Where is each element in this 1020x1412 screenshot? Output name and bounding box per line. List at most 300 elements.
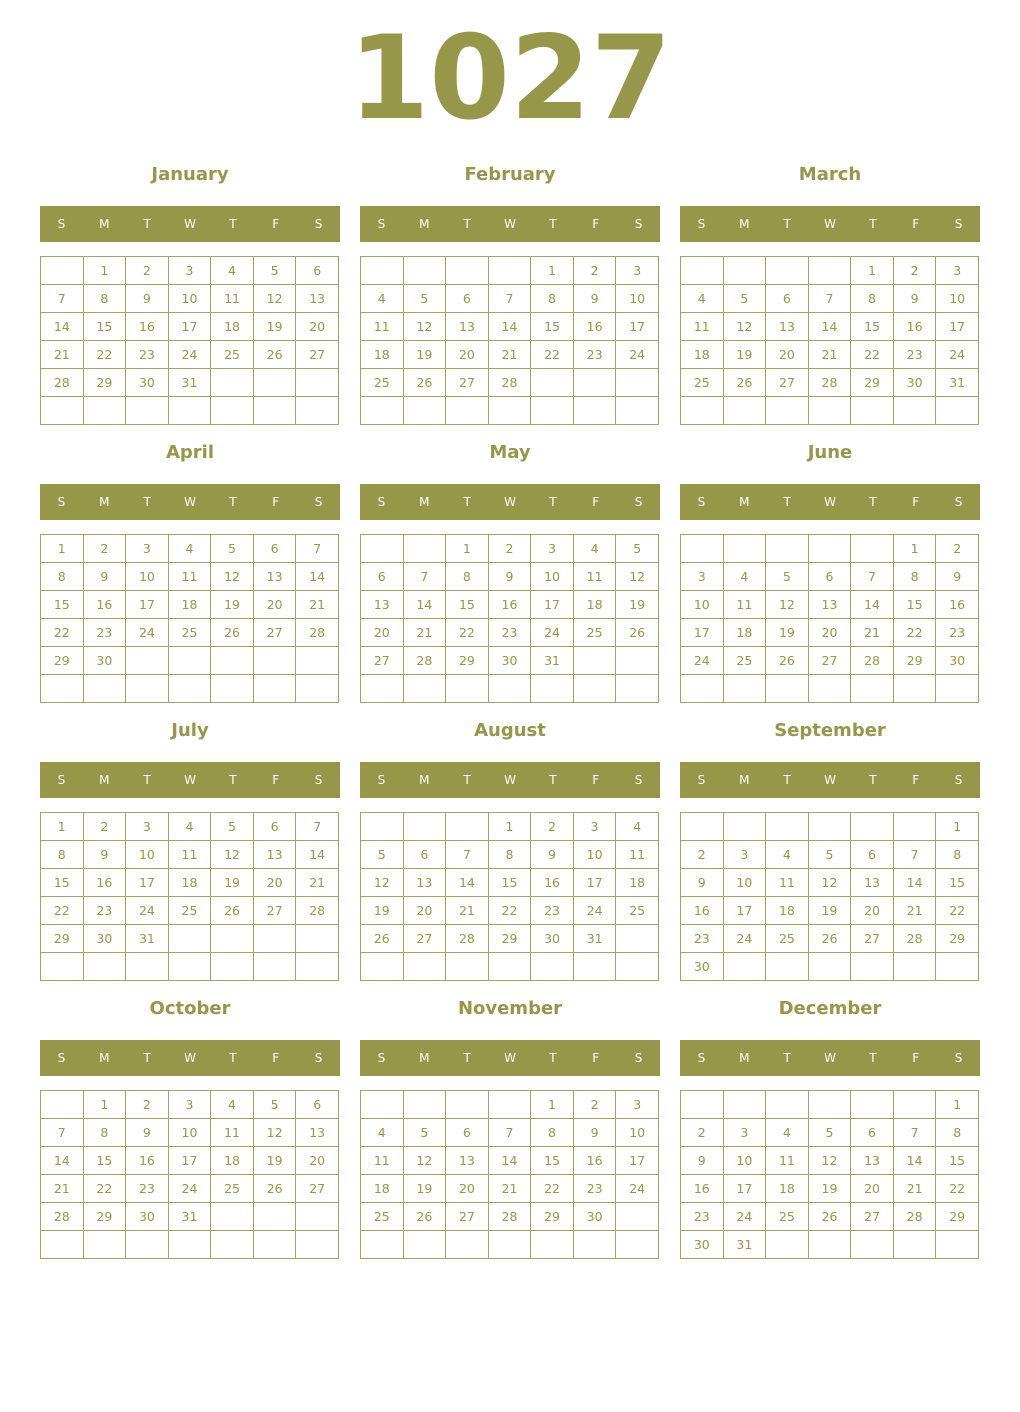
empty-cell	[766, 1091, 809, 1119]
week-row	[361, 257, 659, 285]
day-cell: 14	[296, 563, 339, 591]
day-cell: 5	[253, 257, 296, 285]
weekday-label: S	[954, 1051, 963, 1065]
day-cell: 27	[296, 1175, 339, 1203]
day-cell: 14	[893, 1147, 936, 1175]
empty-cell	[211, 1231, 254, 1259]
day-cell: 5	[403, 1119, 446, 1147]
day-cell: 20	[253, 591, 296, 619]
empty-cell	[851, 535, 894, 563]
week-row	[361, 1119, 659, 1147]
day-cell: 24	[616, 1175, 659, 1203]
day-cell: 10	[616, 1119, 659, 1147]
empty-cell	[893, 813, 936, 841]
day-cell: 20	[296, 1147, 339, 1175]
day-cell: 11	[766, 1147, 809, 1175]
day-cell: 7	[41, 285, 84, 313]
day-cell: 6	[296, 257, 339, 285]
empty-cell	[681, 1091, 724, 1119]
week-row	[681, 285, 979, 313]
empty-cell	[296, 953, 339, 981]
weekday-label: M	[419, 495, 430, 509]
day-cell: 6	[851, 841, 894, 869]
empty-cell	[361, 257, 404, 285]
day-cell: 19	[211, 869, 254, 897]
day-cell: 13	[766, 313, 809, 341]
empty-cell	[488, 397, 531, 425]
empty-cell	[168, 925, 211, 953]
day-cell: 9	[936, 563, 979, 591]
weekday-label: W	[824, 773, 836, 787]
day-cell: 21	[296, 591, 339, 619]
day-cell: 17	[723, 897, 766, 925]
day-cell: 29	[936, 1203, 979, 1231]
empty-cell	[361, 1091, 404, 1119]
day-cell: 26	[723, 369, 766, 397]
weekday-header	[680, 1040, 980, 1076]
weekday-label: S	[57, 1051, 66, 1065]
day-cell: 8	[41, 563, 84, 591]
empty-cell	[168, 397, 211, 425]
day-cell: 21	[41, 1175, 84, 1203]
day-cell: 15	[531, 313, 574, 341]
empty-cell	[808, 1091, 851, 1119]
empty-cell	[83, 1231, 126, 1259]
weekday-label: W	[184, 1051, 196, 1065]
empty-cell	[446, 1091, 489, 1119]
empty-cell	[488, 1091, 531, 1119]
day-cell: 8	[488, 841, 531, 869]
week-row	[41, 953, 339, 981]
day-cell: 6	[253, 813, 296, 841]
day-cell: 27	[808, 647, 851, 675]
weekday-label: S	[314, 217, 323, 231]
empty-cell	[168, 647, 211, 675]
day-cell: 31	[723, 1231, 766, 1259]
day-cell: 16	[83, 869, 126, 897]
empty-cell	[808, 1231, 851, 1259]
day-cell: 12	[361, 869, 404, 897]
day-cell: 14	[808, 313, 851, 341]
day-cell: 28	[296, 619, 339, 647]
day-cell: 21	[296, 869, 339, 897]
empty-cell	[616, 925, 659, 953]
weekday-label: T	[143, 217, 151, 231]
day-cell: 3	[616, 257, 659, 285]
weekday-label: F	[272, 495, 280, 509]
day-cell: 27	[851, 1203, 894, 1231]
day-cell: 22	[446, 619, 489, 647]
day-cell: 22	[41, 897, 84, 925]
day-cell: 28	[851, 647, 894, 675]
empty-cell	[403, 535, 446, 563]
week-row	[41, 341, 339, 369]
day-cell: 17	[936, 313, 979, 341]
weekday-label: F	[272, 1051, 280, 1065]
day-cell: 21	[808, 341, 851, 369]
weekday-label: M	[99, 773, 110, 787]
day-cell: 25	[766, 925, 809, 953]
day-cell: 6	[766, 285, 809, 313]
day-cell: 11	[211, 1119, 254, 1147]
day-cell: 2	[681, 1119, 724, 1147]
day-cell: 22	[851, 341, 894, 369]
week-row	[361, 1203, 659, 1231]
day-cell: 7	[296, 813, 339, 841]
weekday-label: W	[504, 1051, 516, 1065]
empty-cell	[616, 397, 659, 425]
empty-cell	[893, 1231, 936, 1259]
empty-cell	[723, 535, 766, 563]
weekday-header	[40, 762, 340, 798]
weekday-label: S	[377, 773, 386, 787]
day-cell: 13	[851, 1147, 894, 1175]
day-cell: 31	[936, 369, 979, 397]
empty-cell	[296, 369, 339, 397]
day-grid	[360, 812, 659, 981]
day-grid	[40, 812, 339, 981]
day-cell: 23	[573, 1175, 616, 1203]
empty-cell	[766, 397, 809, 425]
empty-cell	[893, 1091, 936, 1119]
day-cell: 16	[893, 313, 936, 341]
week-row	[361, 397, 659, 425]
day-cell: 3	[126, 813, 169, 841]
day-cell: 18	[211, 313, 254, 341]
day-cell: 15	[851, 313, 894, 341]
empty-cell	[126, 953, 169, 981]
day-cell: 3	[681, 563, 724, 591]
weekday-label: M	[739, 1051, 750, 1065]
empty-cell	[253, 925, 296, 953]
day-cell: 12	[808, 1147, 851, 1175]
day-cell: 29	[936, 925, 979, 953]
weekday-label: T	[869, 217, 877, 231]
day-cell: 8	[531, 285, 574, 313]
day-cell: 17	[168, 313, 211, 341]
day-cell: 7	[41, 1119, 84, 1147]
day-cell: 29	[531, 1203, 574, 1231]
weekday-label: F	[592, 495, 600, 509]
weekday-label: W	[504, 217, 516, 231]
month-name: December	[778, 998, 882, 1019]
day-cell: 11	[361, 1147, 404, 1175]
weekday-label: T	[549, 217, 557, 231]
day-cell: 26	[616, 619, 659, 647]
weekday-label: T	[143, 773, 151, 787]
empty-cell	[766, 257, 809, 285]
day-cell: 13	[446, 1147, 489, 1175]
day-cell: 1	[531, 257, 574, 285]
day-cell: 5	[723, 285, 766, 313]
day-cell: 1	[936, 1091, 979, 1119]
week-row	[681, 257, 979, 285]
empty-cell	[211, 953, 254, 981]
day-cell: 18	[723, 619, 766, 647]
day-cell: 24	[168, 341, 211, 369]
day-cell: 6	[446, 285, 489, 313]
day-cell: 11	[766, 869, 809, 897]
empty-cell	[446, 397, 489, 425]
day-cell: 6	[808, 563, 851, 591]
day-cell: 12	[211, 563, 254, 591]
day-cell: 21	[488, 1175, 531, 1203]
day-cell: 8	[936, 1119, 979, 1147]
week-row	[41, 1091, 339, 1119]
empty-cell	[936, 397, 979, 425]
week-row	[41, 869, 339, 897]
day-cell: 14	[41, 1147, 84, 1175]
empty-cell	[573, 1231, 616, 1259]
empty-cell	[766, 675, 809, 703]
weekday-label: W	[184, 495, 196, 509]
day-cell: 19	[403, 341, 446, 369]
day-cell: 15	[531, 1147, 574, 1175]
day-cell: 15	[83, 1147, 126, 1175]
day-cell: 23	[488, 619, 531, 647]
day-cell: 13	[361, 591, 404, 619]
weekday-label: F	[592, 1051, 600, 1065]
day-cell: 19	[253, 1147, 296, 1175]
day-cell: 3	[168, 1091, 211, 1119]
day-cell: 7	[296, 535, 339, 563]
week-row	[681, 591, 979, 619]
empty-cell	[723, 813, 766, 841]
day-cell: 11	[361, 313, 404, 341]
day-cell: 2	[573, 1091, 616, 1119]
day-cell: 25	[723, 647, 766, 675]
day-cell: 8	[531, 1119, 574, 1147]
empty-cell	[253, 953, 296, 981]
day-cell: 24	[126, 619, 169, 647]
day-cell: 1	[488, 813, 531, 841]
empty-cell	[851, 1231, 894, 1259]
day-cell: 26	[403, 369, 446, 397]
day-cell: 15	[893, 591, 936, 619]
weekday-label: S	[634, 773, 643, 787]
weekday-header	[360, 206, 660, 242]
day-cell: 19	[808, 897, 851, 925]
day-cell: 17	[126, 591, 169, 619]
weekday-label: T	[463, 217, 471, 231]
weekday-label: T	[229, 217, 237, 231]
day-cell: 2	[126, 257, 169, 285]
empty-cell	[296, 925, 339, 953]
day-cell: 8	[936, 841, 979, 869]
day-cell: 18	[681, 341, 724, 369]
day-cell: 16	[83, 591, 126, 619]
empty-cell	[723, 397, 766, 425]
empty-cell	[808, 257, 851, 285]
day-cell: 30	[83, 925, 126, 953]
day-cell: 28	[893, 1203, 936, 1231]
day-cell: 4	[361, 285, 404, 313]
day-cell: 14	[488, 313, 531, 341]
week-row	[41, 257, 339, 285]
empty-cell	[403, 1231, 446, 1259]
day-cell: 3	[723, 1119, 766, 1147]
day-cell: 12	[211, 841, 254, 869]
day-cell: 3	[168, 257, 211, 285]
empty-cell	[936, 675, 979, 703]
empty-cell	[616, 369, 659, 397]
day-cell: 12	[253, 285, 296, 313]
day-cell: 26	[808, 925, 851, 953]
day-cell: 17	[126, 869, 169, 897]
empty-cell	[211, 925, 254, 953]
day-cell: 27	[446, 1203, 489, 1231]
weekday-label: S	[697, 1051, 706, 1065]
empty-cell	[361, 397, 404, 425]
empty-cell	[531, 1231, 574, 1259]
empty-cell	[83, 397, 126, 425]
empty-cell	[616, 675, 659, 703]
day-cell: 22	[936, 897, 979, 925]
day-cell: 2	[83, 813, 126, 841]
week-row	[41, 1147, 339, 1175]
empty-cell	[808, 675, 851, 703]
empty-cell	[403, 1091, 446, 1119]
empty-cell	[403, 397, 446, 425]
month-name: June	[807, 442, 853, 463]
day-cell: 13	[253, 563, 296, 591]
week-row	[361, 675, 659, 703]
empty-cell	[361, 813, 404, 841]
day-grid	[40, 534, 339, 703]
day-cell: 17	[616, 313, 659, 341]
weekday-label: S	[954, 495, 963, 509]
day-cell: 5	[403, 285, 446, 313]
week-row	[681, 619, 979, 647]
day-cell: 6	[403, 841, 446, 869]
day-cell: 16	[531, 869, 574, 897]
day-cell: 31	[168, 369, 211, 397]
day-cell: 19	[723, 341, 766, 369]
day-cell: 13	[296, 1119, 339, 1147]
day-cell: 6	[253, 535, 296, 563]
weekday-label: T	[549, 495, 557, 509]
empty-cell	[723, 1091, 766, 1119]
day-cell: 6	[446, 1119, 489, 1147]
weekday-label: S	[634, 1051, 643, 1065]
day-cell: 21	[446, 897, 489, 925]
week-row	[41, 285, 339, 313]
week-row	[681, 953, 979, 981]
weekday-header	[360, 762, 660, 798]
day-cell: 18	[361, 1175, 404, 1203]
empty-cell	[296, 675, 339, 703]
weekday-label: M	[99, 217, 110, 231]
day-cell: 4	[766, 1119, 809, 1147]
weekday-label: T	[143, 495, 151, 509]
month-name: January	[151, 164, 229, 185]
day-cell: 12	[616, 563, 659, 591]
day-cell: 28	[41, 369, 84, 397]
month-name: August	[474, 720, 546, 741]
week-row	[681, 897, 979, 925]
weekday-label: S	[57, 773, 66, 787]
day-cell: 9	[681, 869, 724, 897]
month-name: September	[774, 720, 886, 741]
empty-cell	[616, 953, 659, 981]
week-row	[681, 675, 979, 703]
day-cell: 9	[83, 563, 126, 591]
day-cell: 7	[403, 563, 446, 591]
weekday-label: T	[229, 1051, 237, 1065]
day-cell: 28	[41, 1203, 84, 1231]
day-cell: 1	[893, 535, 936, 563]
weekday-label: F	[272, 773, 280, 787]
day-cell: 28	[446, 925, 489, 953]
day-cell: 1	[83, 1091, 126, 1119]
day-cell: 3	[531, 535, 574, 563]
day-cell: 10	[723, 1147, 766, 1175]
day-cell: 11	[723, 591, 766, 619]
week-row	[41, 1203, 339, 1231]
day-cell: 6	[851, 1119, 894, 1147]
empty-cell	[168, 953, 211, 981]
week-row	[41, 897, 339, 925]
day-cell: 15	[83, 313, 126, 341]
weekday-label: W	[824, 1051, 836, 1065]
day-cell: 18	[361, 341, 404, 369]
empty-cell	[168, 675, 211, 703]
weekday-label: S	[954, 217, 963, 231]
day-cell: 17	[616, 1147, 659, 1175]
day-cell: 6	[296, 1091, 339, 1119]
weekday-label: T	[869, 1051, 877, 1065]
empty-cell	[616, 647, 659, 675]
weekday-label: S	[377, 1051, 386, 1065]
weekday-label: F	[272, 217, 280, 231]
day-cell: 31	[168, 1203, 211, 1231]
day-cell: 11	[168, 563, 211, 591]
day-cell: 26	[211, 897, 254, 925]
day-cell: 8	[83, 1119, 126, 1147]
week-row	[681, 369, 979, 397]
day-cell: 17	[681, 619, 724, 647]
day-cell: 25	[211, 1175, 254, 1203]
empty-cell	[681, 257, 724, 285]
day-cell: 3	[573, 813, 616, 841]
day-cell: 23	[83, 897, 126, 925]
day-cell: 30	[488, 647, 531, 675]
day-cell: 18	[766, 897, 809, 925]
day-cell: 26	[253, 341, 296, 369]
day-cell: 25	[766, 1203, 809, 1231]
week-row	[41, 1175, 339, 1203]
week-row	[41, 535, 339, 563]
day-cell: 20	[253, 869, 296, 897]
week-row	[41, 591, 339, 619]
day-cell: 5	[616, 535, 659, 563]
day-cell: 30	[681, 1231, 724, 1259]
empty-cell	[851, 397, 894, 425]
day-cell: 15	[936, 869, 979, 897]
day-cell: 23	[126, 1175, 169, 1203]
empty-cell	[253, 1231, 296, 1259]
day-cell: 23	[83, 619, 126, 647]
year-title: 1027	[348, 11, 672, 146]
week-row	[681, 1231, 979, 1259]
empty-cell	[488, 953, 531, 981]
empty-cell	[296, 647, 339, 675]
day-cell: 19	[253, 313, 296, 341]
day-cell: 14	[403, 591, 446, 619]
day-cell: 5	[808, 841, 851, 869]
empty-cell	[211, 369, 254, 397]
empty-cell	[851, 813, 894, 841]
